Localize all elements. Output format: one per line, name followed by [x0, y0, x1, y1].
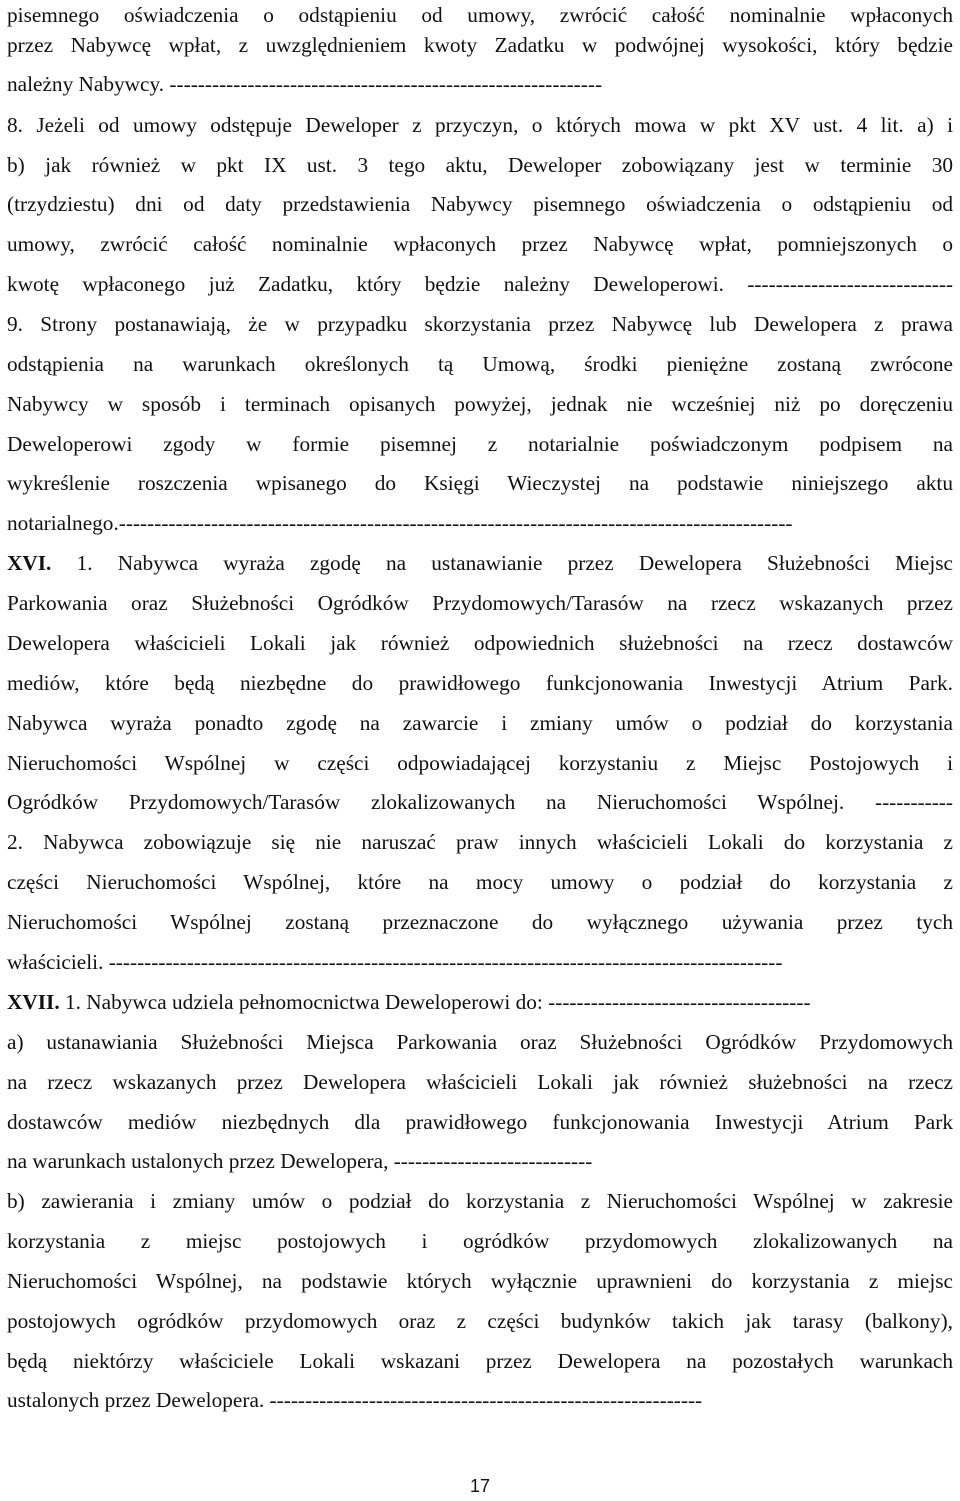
text-line: 2. Nabywca zobowiązuje się nie naruszać praw innych właścicieli Lokali do korzystania z: [7, 830, 953, 854]
section-heading-xvi: XVI.: [7, 551, 52, 575]
text-line: umowy, zwrócić całość nominalnie wpłaconych przez Nabywcę wpłat, pomniejszonych o: [7, 232, 953, 256]
text-line: na rzecz wskazanych przez Dewelopera właścicieli Lokali jak również służebności na rzecz: [7, 1070, 953, 1094]
text-line: kwotę wpłaconego już Zadatku, który będzie należny Deweloperowi. -----------------------------: [7, 272, 953, 296]
text-line: postojowych ogródków przydomowych oraz z części budynków takich jak tarasy (balkony),: [7, 1309, 953, 1333]
text-line: pisemnego oświadczenia o odstąpieniu od umowy, zwrócić całość nominalnie wpłaconych: [7, 3, 953, 27]
text-line: 9. Strony postanawiają, że w przypadku skorzystania przez Nabywcę lub Dewelopera z prawa: [7, 312, 953, 336]
text-line: b) zawierania i zmiany umów o podział do korzystania z Nieruchomości Wspólnej w zakresie: [7, 1189, 953, 1213]
text-line: Dewelopera właścicieli Lokali jak również odpowiednich służebności na rzecz dostawców: [7, 631, 953, 655]
text-line: Nieruchomości Wspólnej zostaną przeznaczone do wyłącznego używania przez tych: [7, 910, 953, 934]
text-line: mediów, które będą niezbędne do prawidłowego funkcjonowania Inwestycji Atrium Park.: [7, 671, 953, 695]
text-line: a) ustanawiania Służebności Miejsca Parkowania oraz Służebności Ogródków Przydomowych: [7, 1030, 953, 1054]
text-line: części Nieruchomości Wspólnej, które na mocy umowy o podział do korzystania z: [7, 870, 953, 894]
text-line: (trzydziestu) dni od daty przedstawienia Nabywcy pisemnego oświadczenia o odstąpieniu od: [7, 192, 953, 216]
text-line: należny Nabywcy. -------------------------------------------------------------: [7, 72, 603, 96]
text-line: właścicieli. -----------------------------------------------------------------------------------------------: [7, 950, 783, 974]
text-line: notarialnego.-----------------------------------------------------------------------------------------------: [7, 511, 793, 535]
text-line: Nabywcy w sposób i terminach opisanych powyżej, jednak nie wcześniej niż po doręczeniu: [7, 392, 953, 416]
text-line: przez Nabywcę wpłat, z uwzględnieniem kwoty Zadatku w podwójnej wysokości, który będzie: [7, 33, 953, 57]
text-line: na warunkach ustalonych przez Dewelopera, ----------------------------: [7, 1149, 593, 1173]
text-line: Nabywca wyraża ponadto zgodę na zawarcie i zmiany umów o podział do korzystania: [7, 711, 953, 735]
section-heading-xvii: XVII.: [7, 990, 60, 1014]
text-line: 8. Jeżeli od umowy odstępuje Deweloper z przyczyn, o których mowa w pkt XV ust. 4 lit. a) i: [7, 113, 953, 137]
text-line: odstąpienia na warunkach określonych tą Umową, środki pieniężne zostaną zwrócone: [7, 352, 953, 376]
text-line: XVII. 1. Nabywca udziela pełnomocnictwa Deweloperowi do: -------------------------------------: [7, 990, 811, 1014]
text-line: Deweloperowi zgody w formie pisemnej z notarialnie poświadczonym podpisem na: [7, 432, 953, 456]
text-line: Nieruchomości Wspólnej, na podstawie których wyłącznie uprawnieni do korzystania z miejsc: [7, 1269, 953, 1293]
text-line: XVI. 1. Nabywca wyraża zgodę na ustanawianie przez Dewelopera Służebności Miejsc: [7, 551, 953, 575]
text-line: Ogródków Przydomowych/Tarasów zlokalizowanych na Nieruchomości Wspólnej. -----------: [7, 790, 953, 814]
text-line: będą niektórzy właściciele Lokali wskazani przez Dewelopera na pozostałych warunkach: [7, 1349, 953, 1373]
text-line: Parkowania oraz Służebności Ogródków Przydomowych/Tarasów na rzecz wskazanych przez: [7, 591, 953, 615]
text-line: Nieruchomości Wspólnej w części odpowiadającej korzystaniu z Miejsc Postojowych i: [7, 751, 953, 775]
text-line: ustalonych przez Dewelopera. -------------------------------------------------------------: [7, 1388, 703, 1412]
text-line: dostawców mediów niezbędnych dla prawidłowego funkcjonowania Inwestycji Atrium Park: [7, 1110, 953, 1134]
page-number: 17: [469, 1476, 491, 1496]
text-line: wykreślenie roszczenia wpisanego do Księgi Wieczystej na podstawie niniejszego aktu: [7, 471, 953, 495]
text-line: korzystania z miejsc postojowych i ogródków przydomowych zlokalizowanych na: [7, 1229, 953, 1253]
text-line: b) jak również w pkt IX ust. 3 tego aktu, Deweloper zobowiązany jest w terminie 30: [7, 153, 953, 177]
